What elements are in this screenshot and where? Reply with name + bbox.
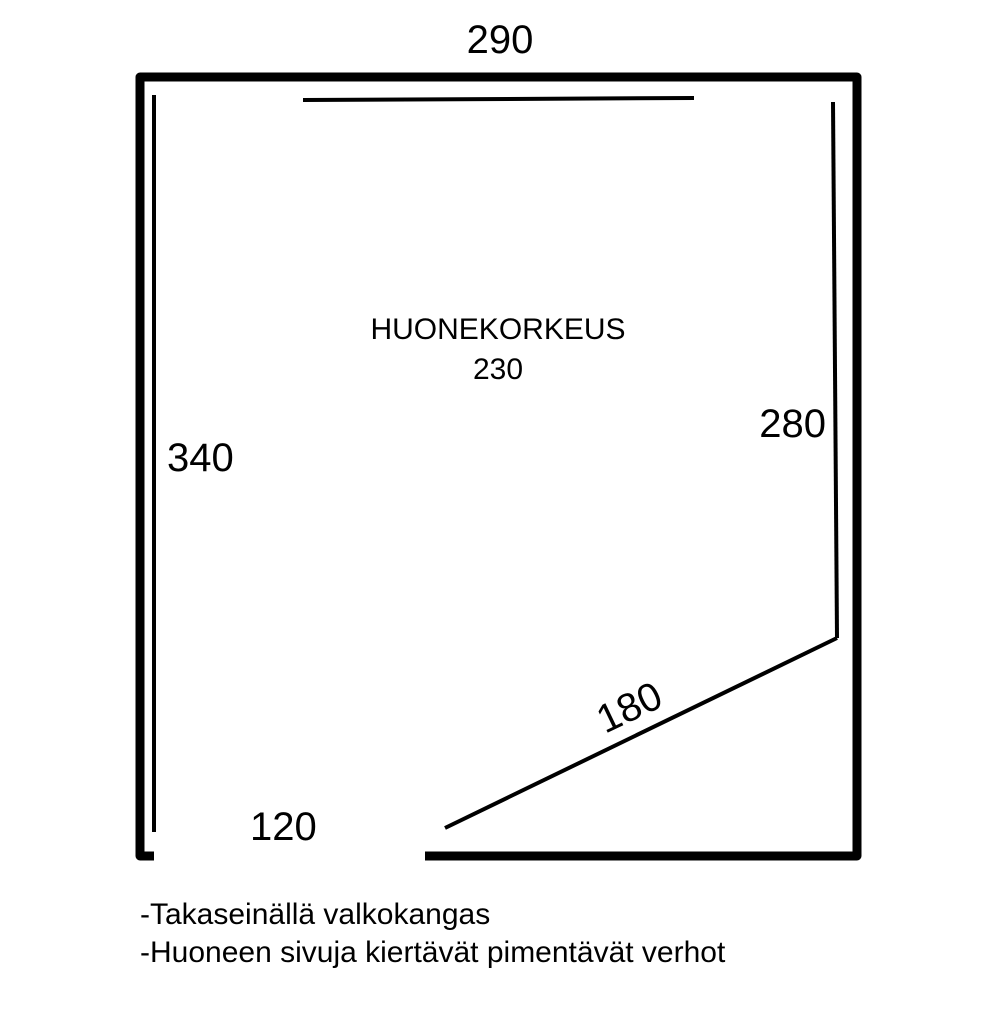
diagonal-curtain-line <box>445 638 837 828</box>
left-wall-dimension: 340 <box>167 436 234 480</box>
note-screen: -Takaseinällä valkokangas <box>140 898 491 931</box>
room-height-value: 230 <box>472 353 524 386</box>
diagonal-wall-dimension: 180 <box>589 673 670 743</box>
right-wall-dimension: 280 <box>759 402 826 446</box>
right-curtain-line <box>833 102 837 638</box>
outer-wall <box>140 77 857 856</box>
top-wall-dimension: 290 <box>466 18 534 62</box>
note-curtains: -Huoneen sivuja kiertävät pimentävät verhot <box>140 936 726 969</box>
room-height-label: HUONEKORKEUS <box>370 313 626 346</box>
bottom-wall-dimension: 120 <box>250 805 317 849</box>
notes <box>140 896 725 972</box>
screen-line <box>303 98 694 100</box>
